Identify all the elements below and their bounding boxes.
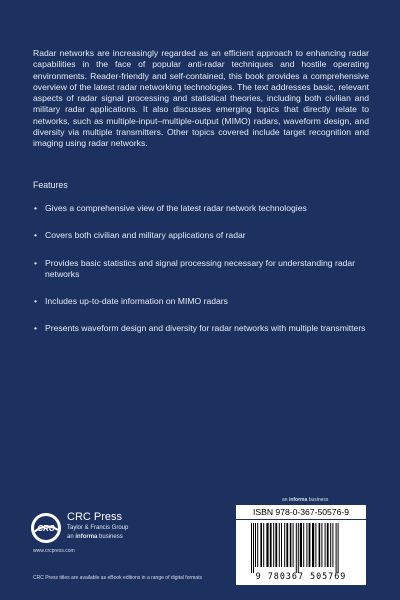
informa-suffix: business <box>308 497 329 503</box>
publisher-name: CRC Press <box>67 511 123 523</box>
publisher-group: Taylor & Francis Group <box>67 525 129 531</box>
isbn-barcode-box <box>236 505 366 585</box>
feature-text: Includes up-to-date information on MIMO radars <box>45 296 228 307</box>
feature-list <box>33 203 369 351</box>
feature-text: Presents waveform design and diversity for radar networks with multiple transmitters <box>45 323 366 334</box>
bullet-icon: • <box>34 230 38 241</box>
informa-brand: informa <box>288 497 308 503</box>
feature-item <box>33 230 369 241</box>
bullet-icon: • <box>34 257 38 268</box>
informa-prefix: an <box>282 497 288 503</box>
barcode-digits: 9 780367 505769 <box>255 571 347 581</box>
publisher-url[interactable]: www.crcpress.com <box>33 548 75 554</box>
crc-logo-icon <box>30 512 62 544</box>
feature-item <box>33 323 369 334</box>
bullet-icon: • <box>34 323 38 334</box>
ebook-note: CRC Press titles are available as eBook editions in a range of digital formats <box>33 575 202 581</box>
bullet-icon: • <box>34 203 38 213</box>
feature-item <box>33 258 369 281</box>
feature-item <box>33 203 369 214</box>
business-suffix: business <box>99 534 123 540</box>
barcode-icon <box>249 523 361 573</box>
svg-text:CRC: CRC <box>37 524 55 533</box>
informa-business-tag <box>282 497 328 503</box>
isbn-divider <box>236 519 366 520</box>
feature-item <box>33 296 369 307</box>
feature-text: Provides basic statistics and signal processing necessary for understanding radar networks <box>45 257 356 279</box>
business-prefix: an <box>67 534 74 540</box>
bullet-icon: • <box>34 296 38 307</box>
features-heading: Features <box>33 180 68 190</box>
feature-text: Covers both civilian and military applications of radar <box>45 230 246 241</box>
feature-text: Gives a comprehensive view of the latest radar network technologies <box>45 203 307 213</box>
business-brand: informa <box>75 534 98 540</box>
publisher-business-tag <box>67 534 123 540</box>
isbn-label: ISBN 978-0-367-50576-9 <box>252 507 350 517</box>
book-description: Radar networks are increasingly regarded as an efficient approach to enhancing radar capabilities in the face of popular anti-radar techniques and hostile operating environments. Reader-friendly and self-contained, this book provides a comprehensive overview of the latest radar networking technologies. The text addresses basic, relevant aspects of radar signal processing and statistical theories, including both civilian and military radar applications. It also discusses emerging topics that directly relate to networks, such as multiple-input–multiple-output (MIMO) radars, waveform design, and diversity via multiple transmitters. Other topics covered include target recognition and imaging using radar networks. <box>33 48 369 149</box>
